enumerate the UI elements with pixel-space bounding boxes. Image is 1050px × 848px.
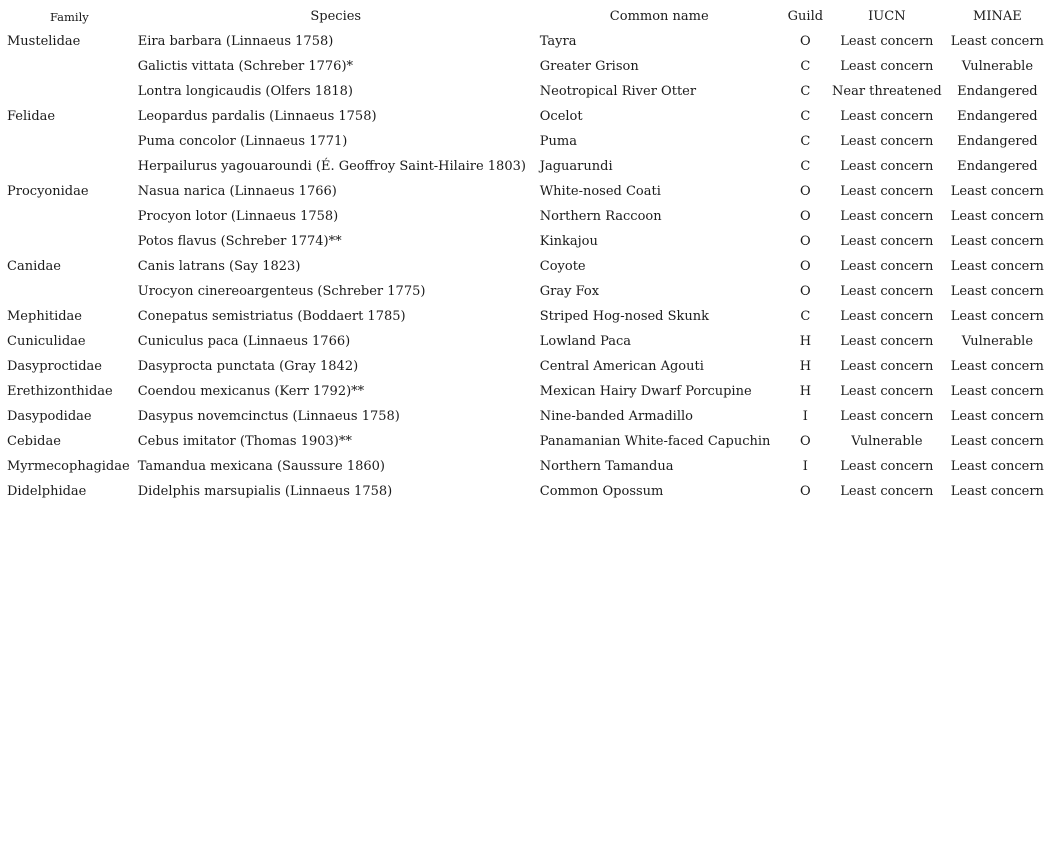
species-cell: Cuniculus paca (Linnaeus 1766) xyxy=(137,334,351,349)
guild-cell: H xyxy=(799,384,812,399)
table-row xyxy=(4,454,1050,479)
common-name-cell: Ocelot xyxy=(539,109,583,124)
family-cell: Cuniculidae xyxy=(7,334,86,349)
iucn-status-cell: Vulnerable xyxy=(851,434,923,449)
family-cell: Felidae xyxy=(7,109,56,124)
family-cell: Procyonidae xyxy=(7,184,89,199)
common-name-cell: Neotropical River Otter xyxy=(539,84,697,99)
header-iucn: IUCN xyxy=(868,9,906,24)
minae-status-cell: Least concern xyxy=(950,284,1044,299)
common-name-cell: Mexican Hairy Dwarf Porcupine xyxy=(539,384,752,399)
species-cell: Coendou mexicanus (Kerr 1792)** xyxy=(137,384,365,399)
minae-status-cell: Endangered xyxy=(957,134,1038,149)
family-cell xyxy=(4,204,135,229)
guild-cell: C xyxy=(800,309,811,324)
family-cell: Mephitidae xyxy=(7,309,83,324)
minae-status-cell: Least concern xyxy=(950,384,1044,399)
guild-cell: O xyxy=(800,284,811,299)
family-cell: Didelphidae xyxy=(7,484,87,499)
table-row xyxy=(4,429,1050,454)
family-cell: Canidae xyxy=(7,259,61,274)
family-cell: Mustelidae xyxy=(7,34,81,49)
minae-status-cell: Least concern xyxy=(950,209,1044,224)
species-cell: Galictis vittata (Schreber 1776)* xyxy=(137,59,354,74)
species-cell: Potos flavus (Schreber 1774)** xyxy=(137,234,342,249)
family-cell xyxy=(4,154,135,179)
family-cell: Myrmecophagidae xyxy=(7,459,130,474)
iucn-status-cell: Least concern xyxy=(840,259,934,274)
common-name-cell: Greater Grison xyxy=(539,59,639,74)
guild-cell: I xyxy=(802,459,808,474)
common-name-cell: Jaguarundi xyxy=(539,159,613,174)
minae-status-cell: Least concern xyxy=(950,309,1044,324)
iucn-status-cell: Least concern xyxy=(840,34,934,49)
table-row xyxy=(4,179,1050,204)
minae-status-cell: Least concern xyxy=(950,459,1044,474)
family-cell: Cebidae xyxy=(7,434,61,449)
common-name-cell: Kinkajou xyxy=(539,234,598,249)
table-row xyxy=(4,254,1050,279)
table-row xyxy=(4,479,1050,504)
iucn-status-cell: Least concern xyxy=(840,409,934,424)
table-row xyxy=(4,54,1050,79)
table-row xyxy=(4,279,1050,304)
minae-status-cell: Least concern xyxy=(950,259,1044,274)
species-cell: Procyon lotor (Linnaeus 1758) xyxy=(137,209,339,224)
family-cell xyxy=(4,129,135,154)
guild-cell: H xyxy=(799,359,812,374)
guild-cell: O xyxy=(800,259,811,274)
minae-status-cell: Endangered xyxy=(957,84,1038,99)
table-row xyxy=(4,329,1050,354)
iucn-status-cell: Least concern xyxy=(840,334,934,349)
table-row xyxy=(4,229,1050,254)
guild-cell: C xyxy=(800,84,811,99)
guild-cell: O xyxy=(800,184,811,199)
species-cell: Didelphis marsupialis (Linnaeus 1758) xyxy=(137,484,393,499)
minae-status-cell: Vulnerable xyxy=(961,59,1034,74)
species-cell: Herpailurus yagouaroundi (É. Geoffroy Saint-Hilaire 1803) xyxy=(137,159,526,174)
iucn-status-cell: Least concern xyxy=(840,184,934,199)
species-cell: Eira barbara (Linnaeus 1758) xyxy=(137,34,334,49)
minae-status-cell: Least concern xyxy=(950,359,1044,374)
minae-status-cell: Endangered xyxy=(957,109,1038,124)
common-name-cell: White-nosed Coati xyxy=(539,184,661,199)
table-row xyxy=(4,379,1050,404)
iucn-status-cell: Least concern xyxy=(840,109,934,124)
guild-cell: C xyxy=(800,134,811,149)
family-cell: Dasypodidae xyxy=(7,409,92,424)
iucn-status-cell: Least concern xyxy=(840,234,934,249)
iucn-status-cell: Least concern xyxy=(840,359,934,374)
common-name-cell: Gray Fox xyxy=(539,284,600,299)
minae-status-cell: Least concern xyxy=(950,234,1044,249)
guild-cell: C xyxy=(800,159,811,174)
species-cell: Dasypus novemcinctus (Linnaeus 1758) xyxy=(137,409,400,424)
iucn-status-cell: Least concern xyxy=(840,484,934,499)
minae-status-cell: Least concern xyxy=(950,434,1044,449)
guild-cell: O xyxy=(800,234,811,249)
guild-cell: C xyxy=(800,59,811,74)
species-table xyxy=(4,4,1050,504)
iucn-status-cell: Least concern xyxy=(840,309,934,324)
minae-status-cell: Vulnerable xyxy=(961,334,1034,349)
header-species: Species xyxy=(310,9,362,24)
table-row xyxy=(4,354,1050,379)
header-common-name: Common name xyxy=(609,9,709,24)
header-family: Family xyxy=(49,9,89,24)
header-row xyxy=(4,4,1050,29)
iucn-status-cell: Least concern xyxy=(840,209,934,224)
iucn-status-cell: Least concern xyxy=(840,284,934,299)
table-row xyxy=(4,304,1050,329)
common-name-cell: Common Opossum xyxy=(539,484,664,499)
common-name-cell: Panamanian White-faced Capuchin xyxy=(539,434,771,449)
guild-cell: O xyxy=(800,434,811,449)
table-row xyxy=(4,104,1050,129)
table-row xyxy=(4,129,1050,154)
minae-status-cell: Least concern xyxy=(950,34,1044,49)
iucn-status-cell: Least concern xyxy=(840,134,934,149)
common-name-cell: Tayra xyxy=(539,34,577,49)
minae-status-cell: Least concern xyxy=(950,484,1044,499)
minae-status-cell: Least concern xyxy=(950,184,1044,199)
common-name-cell: Striped Hog-nosed Skunk xyxy=(539,309,710,324)
table-header xyxy=(4,4,1050,29)
guild-cell: O xyxy=(800,209,811,224)
species-cell: Puma concolor (Linnaeus 1771) xyxy=(137,134,348,149)
family-cell xyxy=(4,279,135,304)
iucn-status-cell: Least concern xyxy=(840,459,934,474)
species-cell: Leopardus pardalis (Linnaeus 1758) xyxy=(137,109,377,124)
species-cell: Tamandua mexicana (Saussure 1860) xyxy=(137,459,385,474)
common-name-cell: Nine-banded Armadillo xyxy=(539,409,693,424)
iucn-status-cell: Least concern xyxy=(840,384,934,399)
table-row xyxy=(4,204,1050,229)
iucn-status-cell: Least concern xyxy=(840,159,934,174)
guild-cell: H xyxy=(799,334,812,349)
common-name-cell: Northern Raccoon xyxy=(539,209,662,224)
common-name-cell: Central American Agouti xyxy=(539,359,704,374)
table-row xyxy=(4,29,1050,54)
family-cell xyxy=(4,54,135,79)
guild-cell: O xyxy=(800,34,811,49)
family-cell: Erethizonthidae xyxy=(7,384,113,399)
species-cell: Canis latrans (Say 1823) xyxy=(137,259,301,274)
iucn-status-cell: Near threatened xyxy=(832,84,942,99)
species-cell: Dasyprocta punctata (Gray 1842) xyxy=(137,359,359,374)
species-cell: Conepatus semistriatus (Boddaert 1785) xyxy=(137,309,406,324)
table-row xyxy=(4,79,1050,104)
iucn-status-cell: Least concern xyxy=(840,59,934,74)
minae-status-cell: Endangered xyxy=(957,159,1038,174)
common-name-cell: Lowland Paca xyxy=(539,334,632,349)
header-guild: Guild xyxy=(787,9,824,24)
guild-cell: O xyxy=(800,484,811,499)
family-cell xyxy=(4,229,135,254)
table-row xyxy=(4,154,1050,179)
family-cell: Dasyproctidae xyxy=(7,359,102,374)
species-cell: Cebus imitator (Thomas 1903)** xyxy=(137,434,352,449)
species-cell: Urocyon cinereoargenteus (Schreber 1775) xyxy=(137,284,426,299)
table-row xyxy=(4,404,1050,429)
species-cell: Lontra longicaudis (Olfers 1818) xyxy=(137,84,353,99)
common-name-cell: Coyote xyxy=(539,259,586,274)
guild-cell: C xyxy=(800,109,811,124)
common-name-cell: Northern Tamandua xyxy=(539,459,674,474)
guild-cell: I xyxy=(802,409,808,424)
table-body xyxy=(4,29,1050,504)
family-cell xyxy=(4,79,135,104)
common-name-cell: Puma xyxy=(539,134,577,149)
header-minae: MINAE xyxy=(973,9,1022,24)
minae-status-cell: Least concern xyxy=(950,409,1044,424)
species-cell: Nasua narica (Linnaeus 1766) xyxy=(137,184,337,199)
